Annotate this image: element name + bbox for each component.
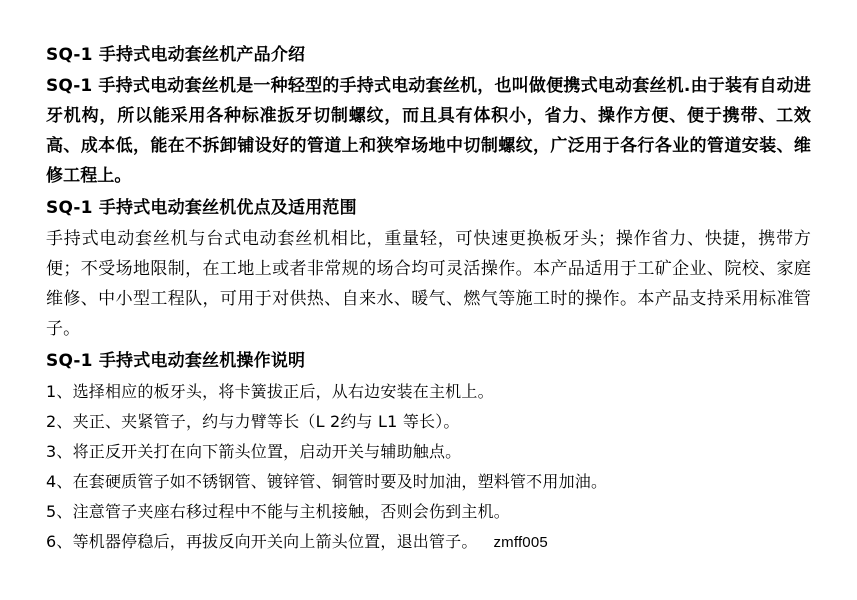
operation-step-last bbox=[46, 527, 811, 558]
watermark-text: zmff005 bbox=[493, 534, 548, 551]
section-heading-operation: SQ-1 手持式电动套丝机操作说明 bbox=[46, 351, 306, 371]
section-advantages bbox=[46, 193, 811, 344]
operation-step-text: 6、等机器停稳后，再拔反向开关向上箭头位置，退出管子。 bbox=[46, 532, 478, 551]
section-intro bbox=[46, 40, 811, 191]
section-paragraph-advantages: 手持式电动套丝机与台式电动套丝机相比，重量轻，可快速更换板牙头；操作省力、快捷，携带方便；不受场地限制，在工地上或者非常规的场合均可灵活操作。本产品适用于工矿企业、院校、家庭维修、中小型工程队，可用于对供热、自来水、暖气、燃气等施工时的操作。本产品支持采用标准管子。 bbox=[46, 229, 811, 339]
operation-step: 3、将正反开关打在向下箭头位置，启动开关与辅助触点。 bbox=[46, 442, 462, 461]
operation-step: 4、在套硬质管子如不锈钢管、镀锌管、铜管时要及时加油，塑料管不用加油。 bbox=[46, 472, 608, 491]
operation-step: 2、夹正、夹紧管子，约与力臂等长（L 2约与 L1 等长）。 bbox=[46, 412, 460, 431]
section-heading-advantages: SQ-1 手持式电动套丝机优点及适用范围 bbox=[46, 198, 357, 218]
operation-step: 5、注意管子夹座右移过程中不能与主机接触，否则会伤到主机。 bbox=[46, 502, 510, 521]
section-paragraph-intro: SQ-1 手持式电动套丝机是一种轻型的手持式电动套丝机，也叫做便携式电动套丝机.由于装有自动进牙机构，所以能采用各种标准扳牙切制螺纹，而且具有体积小，省力、操作方便、便于携带、工效高、成本低，能在不拆卸铺设好的管道上和狭窄场地中切制螺纹，广泛用于各行各业的管道安装、维修工程上。 bbox=[46, 76, 811, 186]
section-operation bbox=[46, 346, 811, 558]
operation-step: 1、选择相应的板牙头，将卡簧拔正后，从右边安装在主机上。 bbox=[46, 382, 494, 401]
section-heading-intro: SQ-1 手持式电动套丝机产品介绍 bbox=[46, 45, 306, 65]
